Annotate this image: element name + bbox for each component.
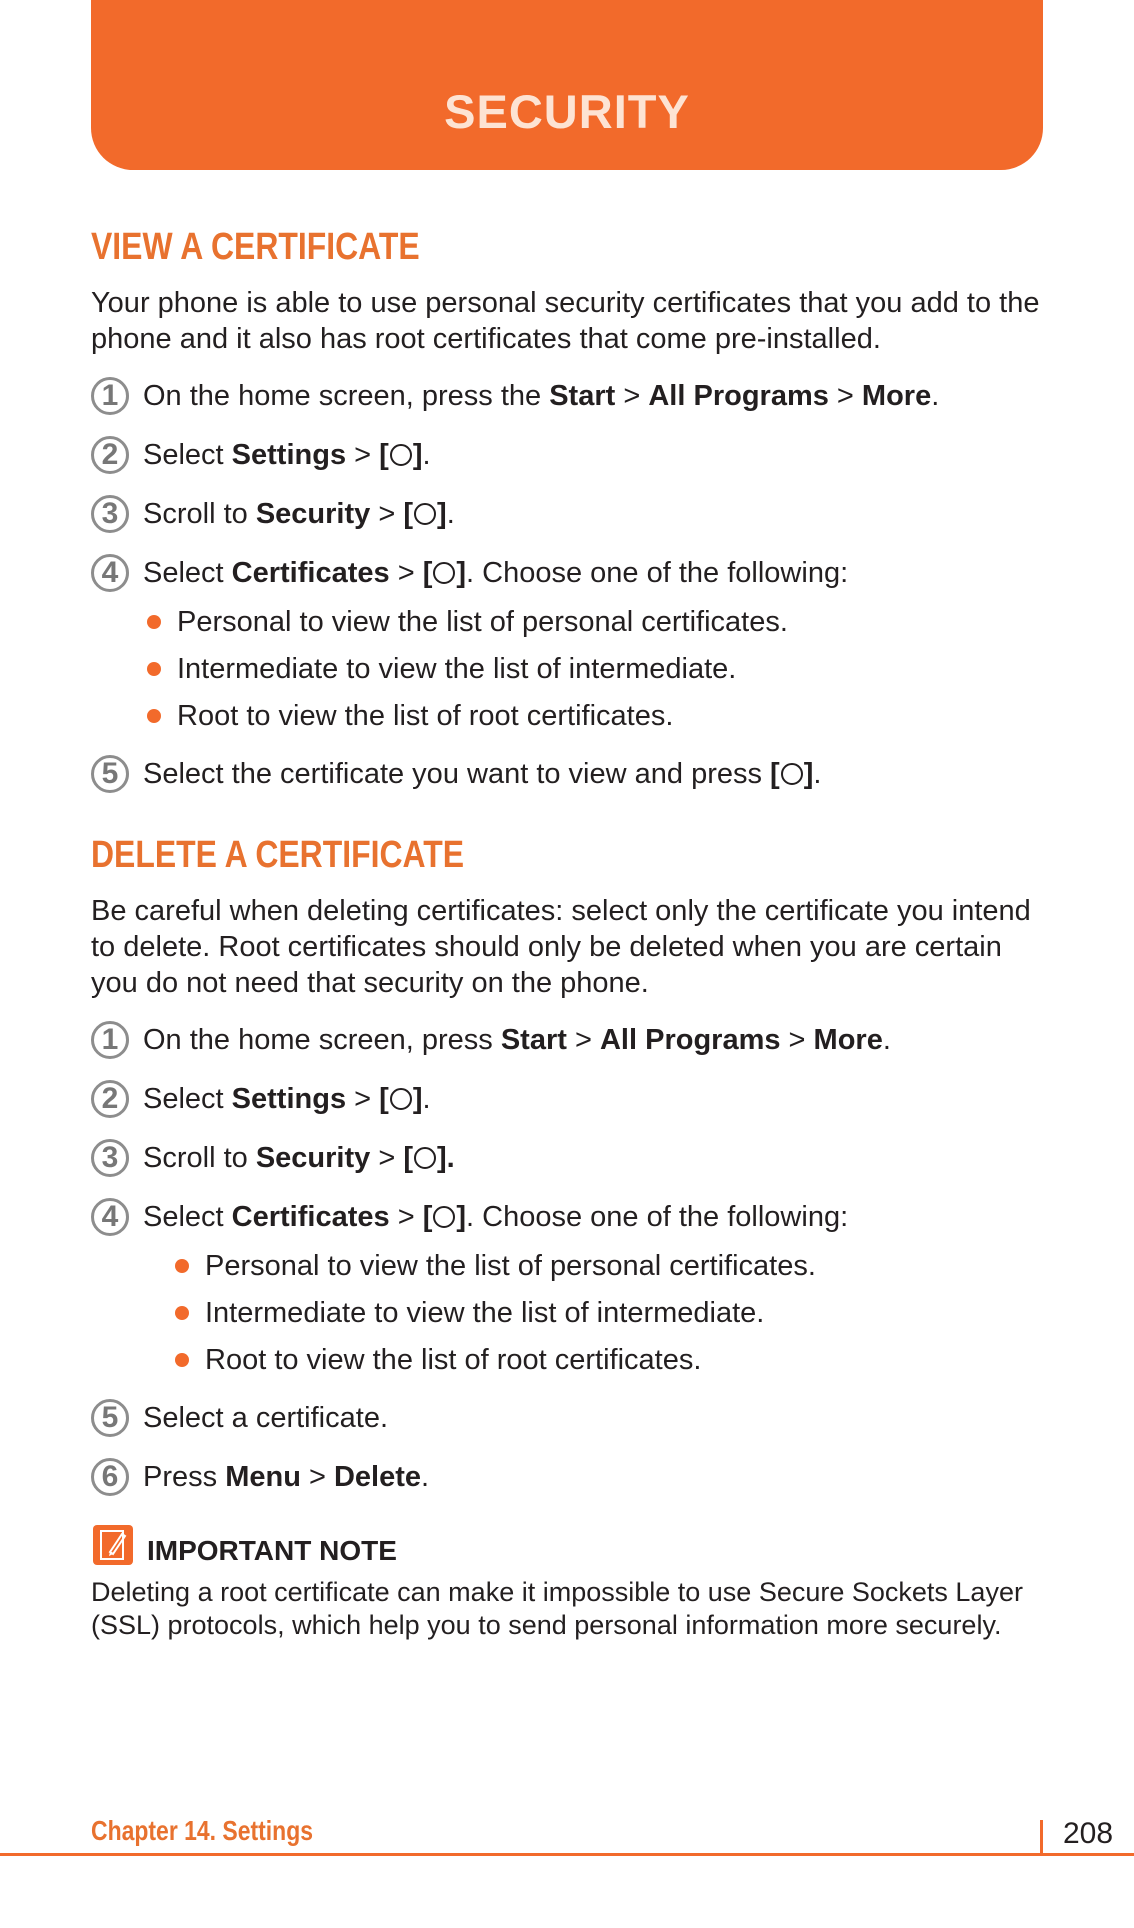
step-number-icon: 5: [91, 755, 129, 793]
step-number-icon: 4: [91, 554, 129, 592]
pencil-note-icon: [93, 1525, 133, 1565]
bullet-icon: [175, 1259, 189, 1273]
step-text: Scroll to Security > [ ].: [143, 497, 455, 530]
delete-step-4: [91, 1194, 848, 1240]
list-item: Personal to view the list of personal certificates.: [175, 1246, 816, 1286]
ok-key-icon: [781, 763, 803, 785]
view-certificate-intro: Your phone is able to use personal security certificates that you add to the phone and it also has root certificates that come pre-installed.: [91, 287, 1040, 355]
step-number-icon: 3: [91, 1139, 129, 1177]
ok-key-icon: [390, 444, 412, 466]
list-item: Intermediate to view the list of intermediate.: [147, 649, 736, 689]
bullet-icon: [147, 709, 161, 723]
delete-step-3: [91, 1135, 455, 1181]
list-item: Root to view the list of root certificates.: [147, 696, 673, 736]
list-item: Intermediate to view the list of intermediate.: [175, 1293, 764, 1333]
list-item: Personal to view the list of personal certificates.: [147, 602, 788, 642]
ok-key-icon: [390, 1088, 412, 1110]
ok-key-icon: [414, 1147, 436, 1169]
step-text: Scroll to Security > [ ].: [143, 1141, 455, 1174]
step-number-icon: 5: [91, 1399, 129, 1437]
view-certificate-heading: VIEW A CERTIFICATE: [91, 226, 420, 268]
important-note-text: Deleting a root certificate can make it impossible to use Secure Sockets Layer (SSL) protocols, which help you to send personal information more securely.: [91, 1577, 1023, 1640]
ok-key-icon: [433, 1206, 455, 1228]
footer-rule: [0, 1853, 1134, 1856]
header-banner: [91, 0, 1043, 170]
delete-certificate-intro: Be careful when deleting certificates: select only the certificate you intend to delete. Root certificates should only be deleted when you are certain you do not need that security on the phone.: [91, 895, 1031, 999]
step-number-icon: 3: [91, 495, 129, 533]
list-item: Root to view the list of root certificates.: [175, 1340, 701, 1380]
view-step-4: [91, 550, 848, 596]
delete-step-1: [91, 1017, 891, 1063]
step-number-icon: 6: [91, 1458, 129, 1496]
step-number-icon: 4: [91, 1198, 129, 1236]
ok-key-icon: [414, 503, 436, 525]
delete-step-6: [91, 1454, 429, 1500]
step-text: On the home screen, press Start > All Programs > More.: [143, 1023, 891, 1056]
step-text: Select a certificate.: [143, 1401, 388, 1434]
delete-step-5: [91, 1395, 388, 1441]
step-text: Press Menu > Delete.: [143, 1460, 430, 1493]
step-text: Select Settings > [ ].: [143, 438, 431, 471]
step-number-icon: 2: [91, 1080, 129, 1118]
page-title: SECURITY: [444, 85, 690, 138]
delete-certificate-heading: DELETE A CERTIFICATE: [91, 834, 464, 876]
bullet-icon: [175, 1306, 189, 1320]
step-text: Select Certificates > [ ]. Choose one of the following:: [143, 1200, 849, 1233]
step-text: Select Certificates > [ ]. Choose one of the following:: [143, 556, 849, 589]
ok-key-icon: [433, 562, 455, 584]
bullet-icon: [147, 615, 161, 629]
delete-step-2: [91, 1076, 431, 1122]
important-note-title: IMPORTANT NOTE: [147, 1535, 397, 1566]
step-number-icon: 1: [91, 1021, 129, 1059]
view-step-2: [91, 432, 431, 478]
bullet-icon: [147, 662, 161, 676]
bullet-icon: [175, 1353, 189, 1367]
step-text: On the home screen, press the Start > All Programs > More.: [143, 379, 940, 412]
page-number: 208: [1063, 1817, 1114, 1850]
step-number-icon: 1: [91, 377, 129, 415]
footer-divider: [1040, 1820, 1043, 1855]
view-step-3: [91, 491, 455, 537]
footer-chapter: Chapter 14. Settings: [91, 1815, 314, 1846]
step-number-icon: 2: [91, 436, 129, 474]
view-step-5: [91, 751, 821, 797]
view-step-1: [91, 373, 939, 419]
step-text: Select Settings > [ ].: [143, 1082, 431, 1115]
step-text: Select the certificate you want to view and press [ ].: [143, 757, 822, 790]
